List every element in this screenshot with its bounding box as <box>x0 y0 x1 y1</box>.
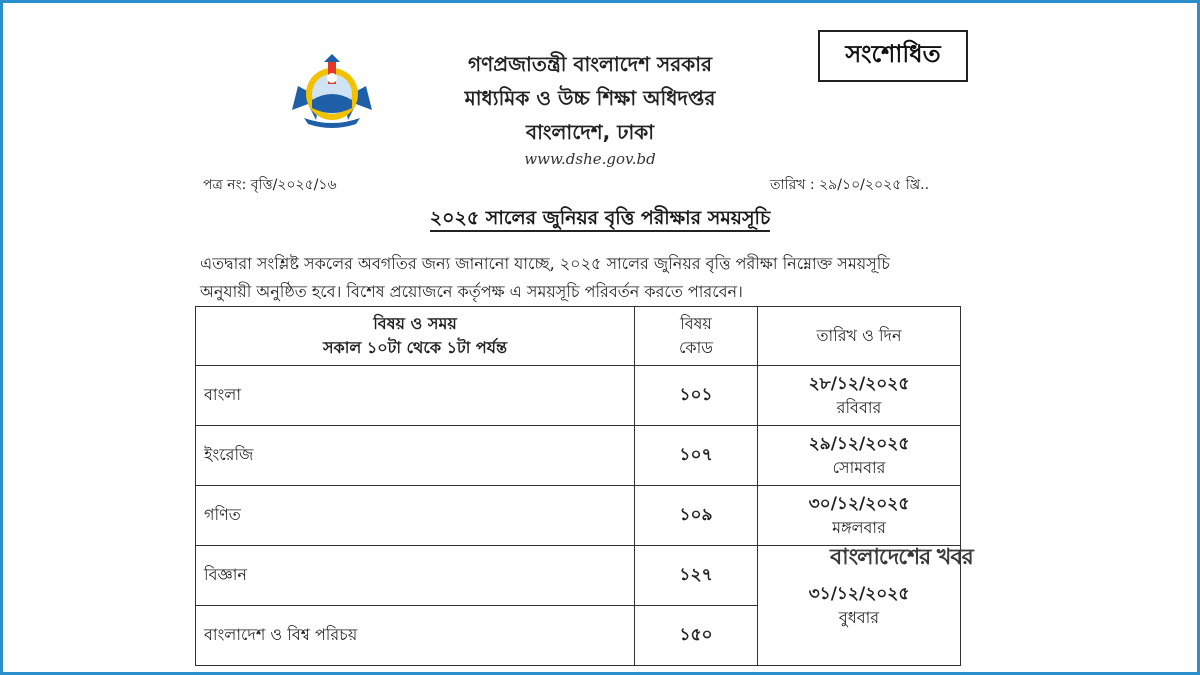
dshe-emblem-icon <box>290 48 374 130</box>
header-subject-line1: বিষয় ও সময় <box>373 314 457 333</box>
date-cell <box>758 366 961 426</box>
subject-cell: ইংরেজি <box>196 426 635 486</box>
code-cell: ১২৭ <box>635 546 758 606</box>
header-code-line2: কোড <box>678 338 714 357</box>
location: বাংলাদেশ, ঢাকা <box>525 120 655 144</box>
exam-date: ২৮/১২/২০২৫ <box>808 373 910 394</box>
memo-date: তারিখ : ২৯/১০/২০২৫ খ্রি.. <box>770 177 930 193</box>
document-title-text: ২০২৫ সালের জুনিয়র বৃত্তি পরীক্ষার সময়সূচি <box>430 207 770 232</box>
header-subject-line2: সকাল ১০টা থেকে ১টা পর্যন্ত <box>322 338 508 357</box>
subject-cell: বিজ্ঞান <box>196 546 635 606</box>
code-cell: ১৫০ <box>635 606 758 666</box>
header-date: তারিখ ও দিন <box>758 307 961 366</box>
directorate-name: মাধ্যমিক ও উচ্চ শিক্ষা অধিদপ্তর <box>464 86 716 110</box>
subject-cell: বাংলা <box>196 366 635 426</box>
table-row <box>196 366 961 426</box>
exam-schedule-table <box>195 306 961 666</box>
subject-cell: বাংলাদেশ ও বিশ্ব পরিচয় <box>196 606 635 666</box>
exam-date: ৩১/১২/২০২৫ <box>808 583 910 604</box>
code-cell: ১০১ <box>635 366 758 426</box>
table-row <box>196 426 961 486</box>
table-row <box>196 486 961 546</box>
website-link[interactable]: www.dshe.gov.bd <box>524 150 656 168</box>
date-cell <box>758 486 961 546</box>
table-header-row <box>196 307 961 366</box>
date-cell <box>758 426 961 486</box>
header-code-line1: বিষয় <box>680 314 712 333</box>
code-cell: ১০৯ <box>635 486 758 546</box>
memo-number: পত্র নং: বৃত্তি/২০২৫/১৬ <box>203 177 337 193</box>
subject-cell: গণিত <box>196 486 635 546</box>
notice-line-1: এতদ্বারা সংশ্লিষ্ট সকলের অবগতির জন্য জানানো যাচ্ছে, ২০২৫ সালের জুনিয়র বৃত্তি পরীক্ষা নিম্নোক্ত সময়সূচি <box>200 254 890 273</box>
revised-stamp: সংশোধিত <box>818 30 968 82</box>
header-code <box>635 307 758 366</box>
notice-paragraph <box>200 250 1000 306</box>
government-name: গণপ্রজাতন্ত্রী বাংলাদেশ সরকার <box>468 52 712 76</box>
exam-date: ২৯/১২/২০২৫ <box>808 433 910 454</box>
code-cell: ১০৭ <box>635 426 758 486</box>
exam-day: বুধবার <box>838 607 880 627</box>
notice-line-2: অনুযায়ী অনুষ্ঠিত হবে। বিশেষ প্রয়োজনে কর্তৃপক্ষ এ সময়সূচি পরিবর্তন করতে পারবেন। <box>200 282 743 301</box>
exam-day: মঙ্গলবার <box>832 517 886 537</box>
watermark: বাংলাদেশের খবর <box>830 545 973 570</box>
document-title <box>0 204 1200 236</box>
exam-date: ৩০/১২/২০২৫ <box>808 493 910 514</box>
header-subject <box>196 307 635 366</box>
exam-day: সোমবার <box>832 457 886 477</box>
exam-day: রবিবার <box>836 397 882 417</box>
